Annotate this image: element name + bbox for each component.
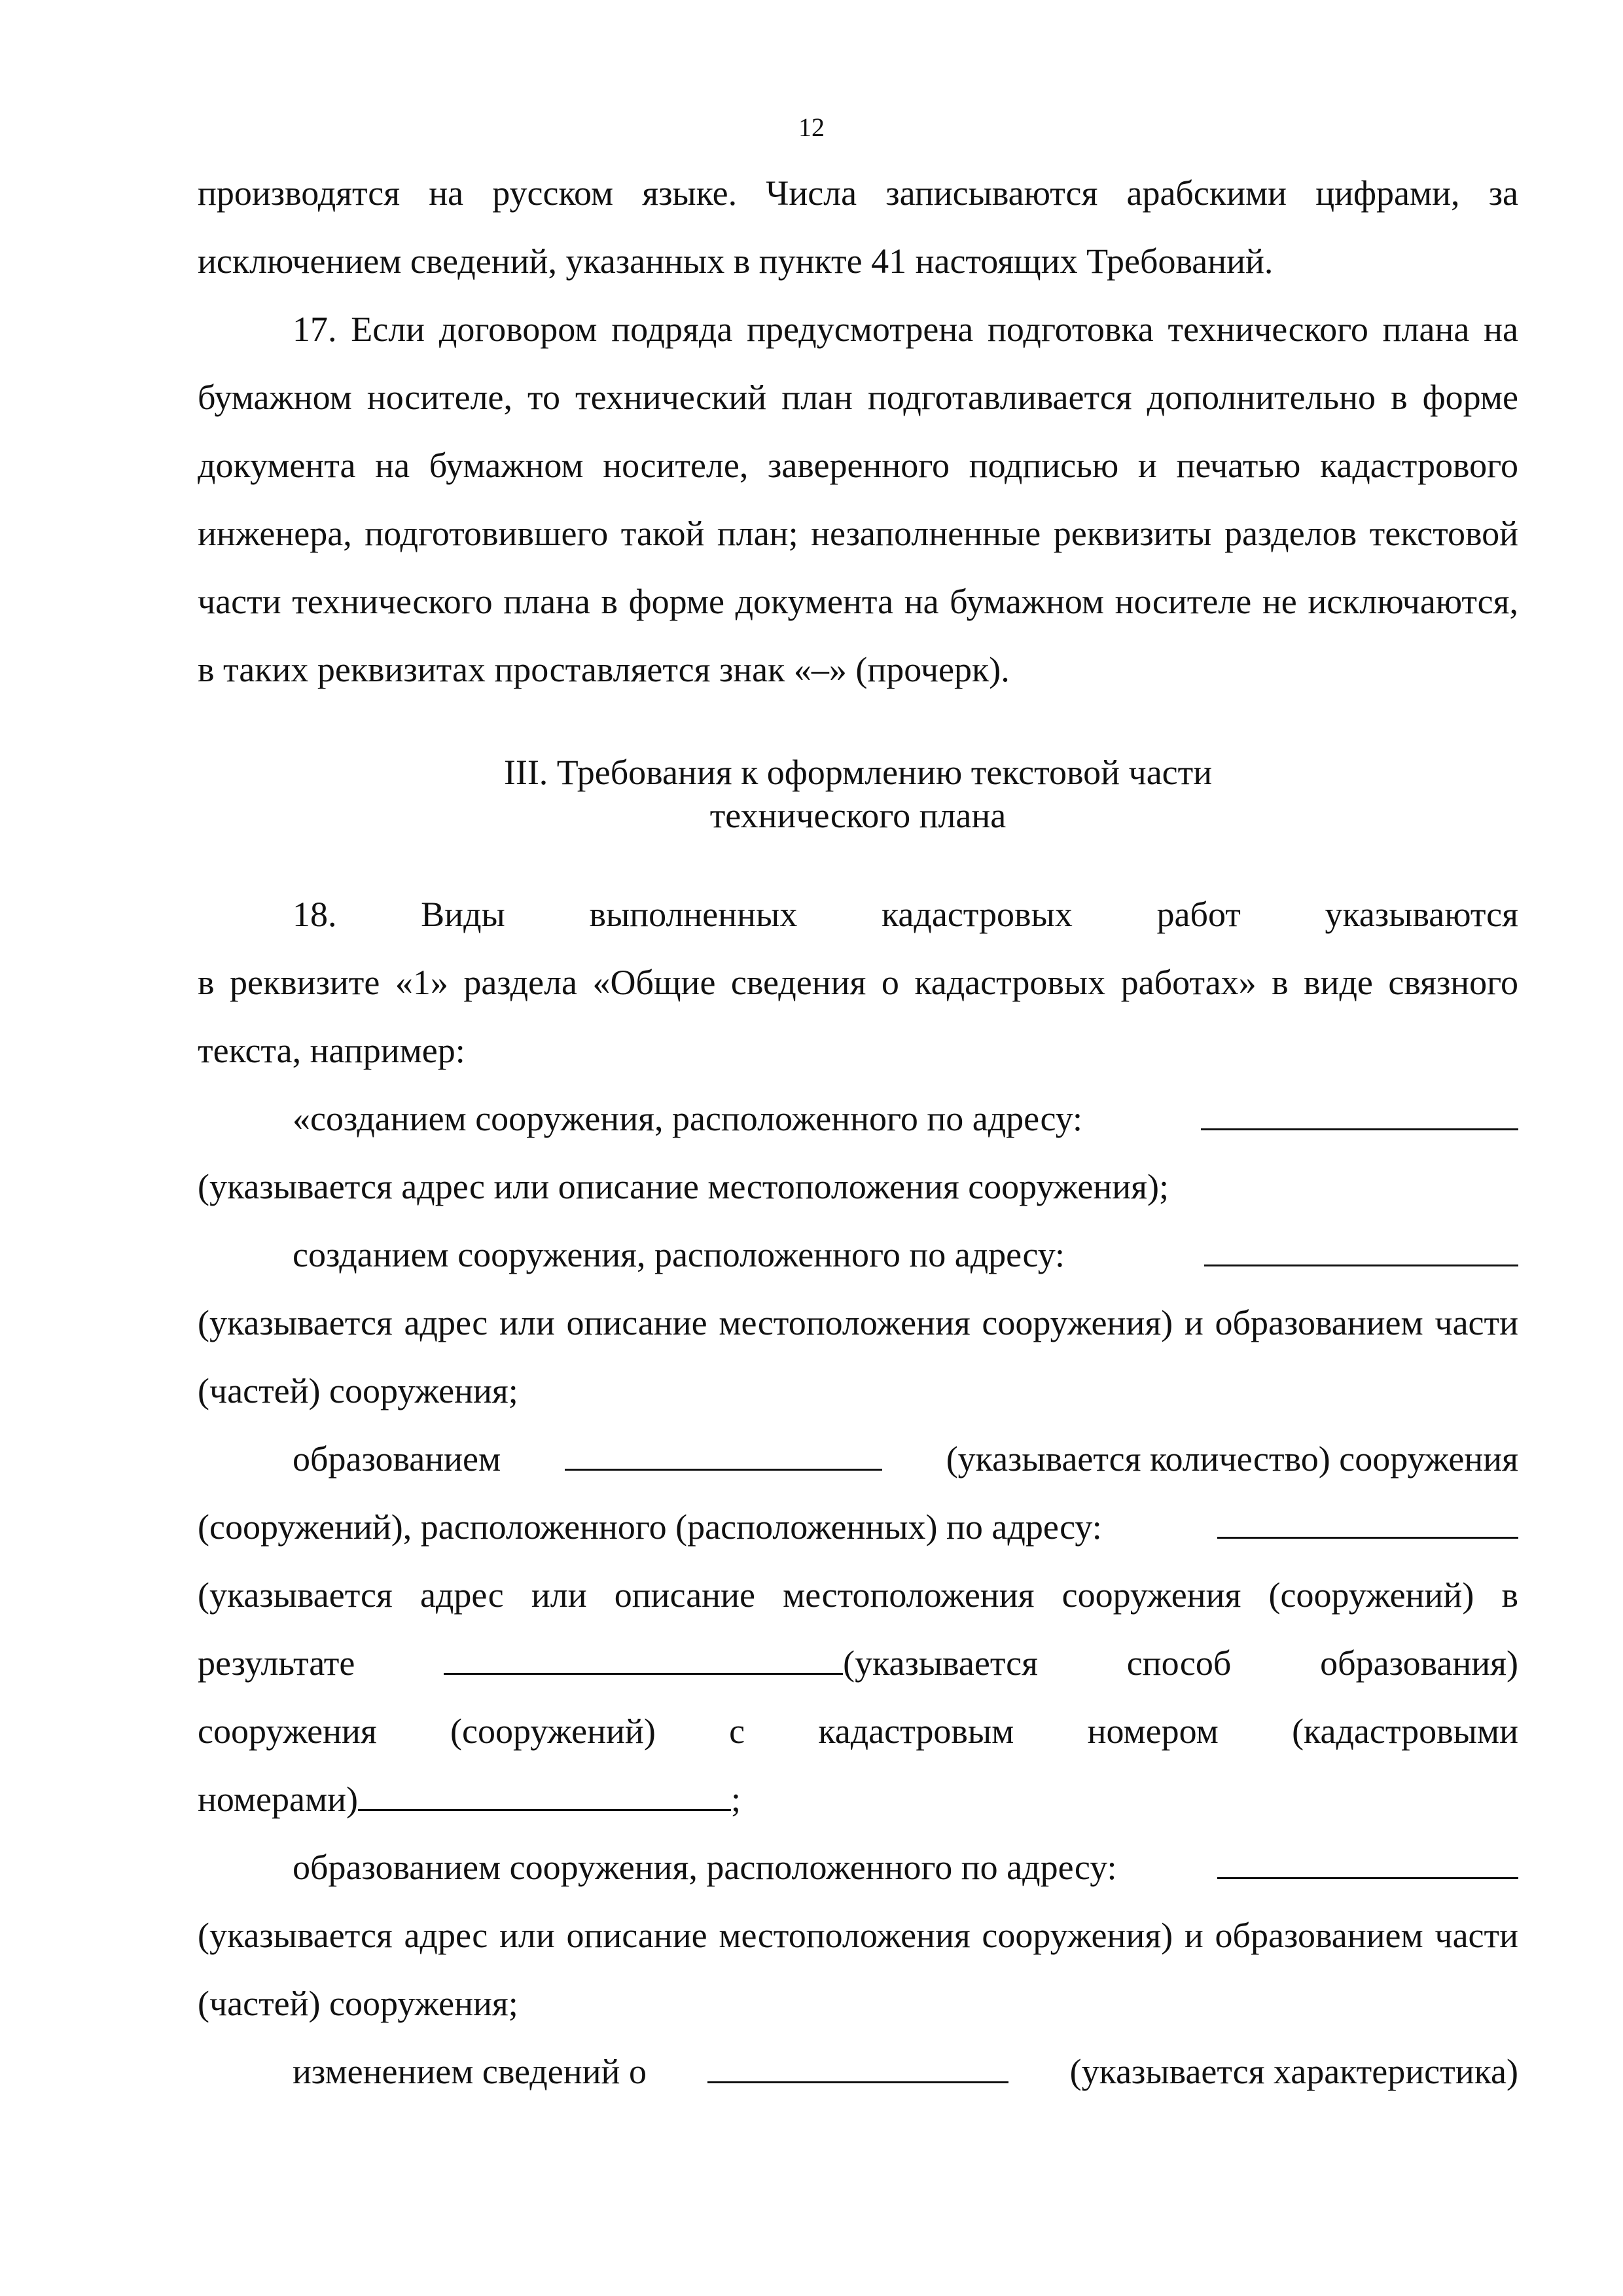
text-word: номером <box>1087 1712 1219 1751</box>
text-word: кадастровых <box>882 895 1073 934</box>
text-word: работ <box>1156 895 1241 934</box>
section-heading-line-2: технического плана <box>709 796 1007 835</box>
example-1-line-2: (указывается адрес или описание местоположения сооружения); <box>198 1167 1169 1206</box>
text-word: Виды <box>421 895 505 934</box>
text-word: сооружения <box>198 1712 377 1751</box>
example-2-line-1 <box>198 1221 1518 1289</box>
blank-line <box>358 1779 731 1811</box>
example-4-line-1 <box>198 1833 1518 1901</box>
paragraph-17: 17. Если договором подряда предусмотрена подготовка технического плана на бумажном носителе, то технический план подготавливается дополнительно в форме документа на бумажном носителе, заверенного подписью и печатью кадастрового инженера, подготовившего такой план; незаполненные реквизиты разделов текстовой части технического плана в форме документа на бумажном носителе не исключаются, в таких реквизитах проставляется знак «–» (прочерк). <box>198 310 1518 689</box>
text-word: выполненных <box>589 895 798 934</box>
blank-line <box>1217 1507 1518 1539</box>
section-heading <box>198 751 1518 837</box>
paragraph-continuation-line-2: исключением сведений, указанных в пункте 41 настоящих Требований. <box>198 242 1274 281</box>
example-3-line-6 <box>198 1765 1518 1833</box>
paragraph-18-line-1 <box>198 880 1518 948</box>
text-line: производятся на русском языке. Числа записываются арабскими цифрами, за <box>198 173 1518 213</box>
paragraph-18-rest: в реквизите «1» раздела «Общие сведения о кадастровых работах» в виде связного текста, например: <box>198 963 1518 1070</box>
text-line: образованием сооружения, расположенного по адресу: <box>293 1848 1117 1887</box>
text-word: номерами) <box>198 1780 359 1819</box>
blank-line <box>1201 1098 1518 1130</box>
example-3-line-3 <box>198 1561 1518 1629</box>
text-line: (указывается характеристика) <box>1069 2052 1518 2091</box>
example-3-line-4 <box>198 1629 1518 1697</box>
blank-line <box>565 1439 882 1471</box>
text-line: (сооружений), расположенного (расположенных) по адресу: <box>198 1507 1102 1547</box>
example-3-line-5 <box>198 1697 1518 1765</box>
blank-with-text <box>444 1629 1038 1697</box>
blank-line <box>444 1643 843 1675</box>
example-1-line-1 <box>198 1085 1518 1153</box>
text-line: (указывается количество) сооружения <box>946 1439 1518 1479</box>
example-5-line-1 <box>198 2037 1518 2106</box>
text-word: 18. <box>293 895 337 934</box>
text-word: ; <box>731 1780 741 1819</box>
text-line: «созданием сооружения, расположенного по адресу: <box>293 1099 1083 1138</box>
text-word: результате <box>198 1643 355 1683</box>
text-line: созданием сооружения, расположенного по адресу: <box>293 1235 1065 1274</box>
section-heading-line-1: III. Требования к оформлению текстовой части <box>503 753 1213 792</box>
text-word: (кадастровыми <box>1292 1712 1518 1751</box>
example-3-line-2 <box>198 1493 1518 1561</box>
text-word: с <box>729 1712 745 1751</box>
blank-line <box>1217 1847 1518 1879</box>
example-4-rest: (указывается адрес или описание местоположения сооружения) и образованием части (частей) сооружения; <box>198 1916 1518 2023</box>
paragraph-continuation-line-1 <box>198 159 1518 227</box>
blank-line <box>1204 1234 1518 1266</box>
text-word: кадастровым <box>818 1712 1014 1751</box>
text-line: изменением сведений о <box>293 2052 647 2091</box>
text-word: указываются <box>1325 895 1518 934</box>
text-word: образования) <box>1320 1643 1518 1683</box>
document-body <box>198 159 1518 2106</box>
text-line: (указывается адрес или описание местоположения сооружения (сооружений) в <box>198 1575 1518 1615</box>
page-number: 12 <box>798 113 825 142</box>
text-word: (сооружений) <box>450 1712 656 1751</box>
text-word: (указывается <box>843 1643 1038 1683</box>
blank-line <box>707 2051 1008 2083</box>
example-3-line-1 <box>198 1425 1518 1493</box>
text-word: образованием <box>293 1439 501 1479</box>
example-2-rest: (указывается адрес или описание местоположения сооружения) и образованием части (частей) сооружения; <box>198 1303 1518 1410</box>
text-word: способ <box>1126 1643 1232 1683</box>
